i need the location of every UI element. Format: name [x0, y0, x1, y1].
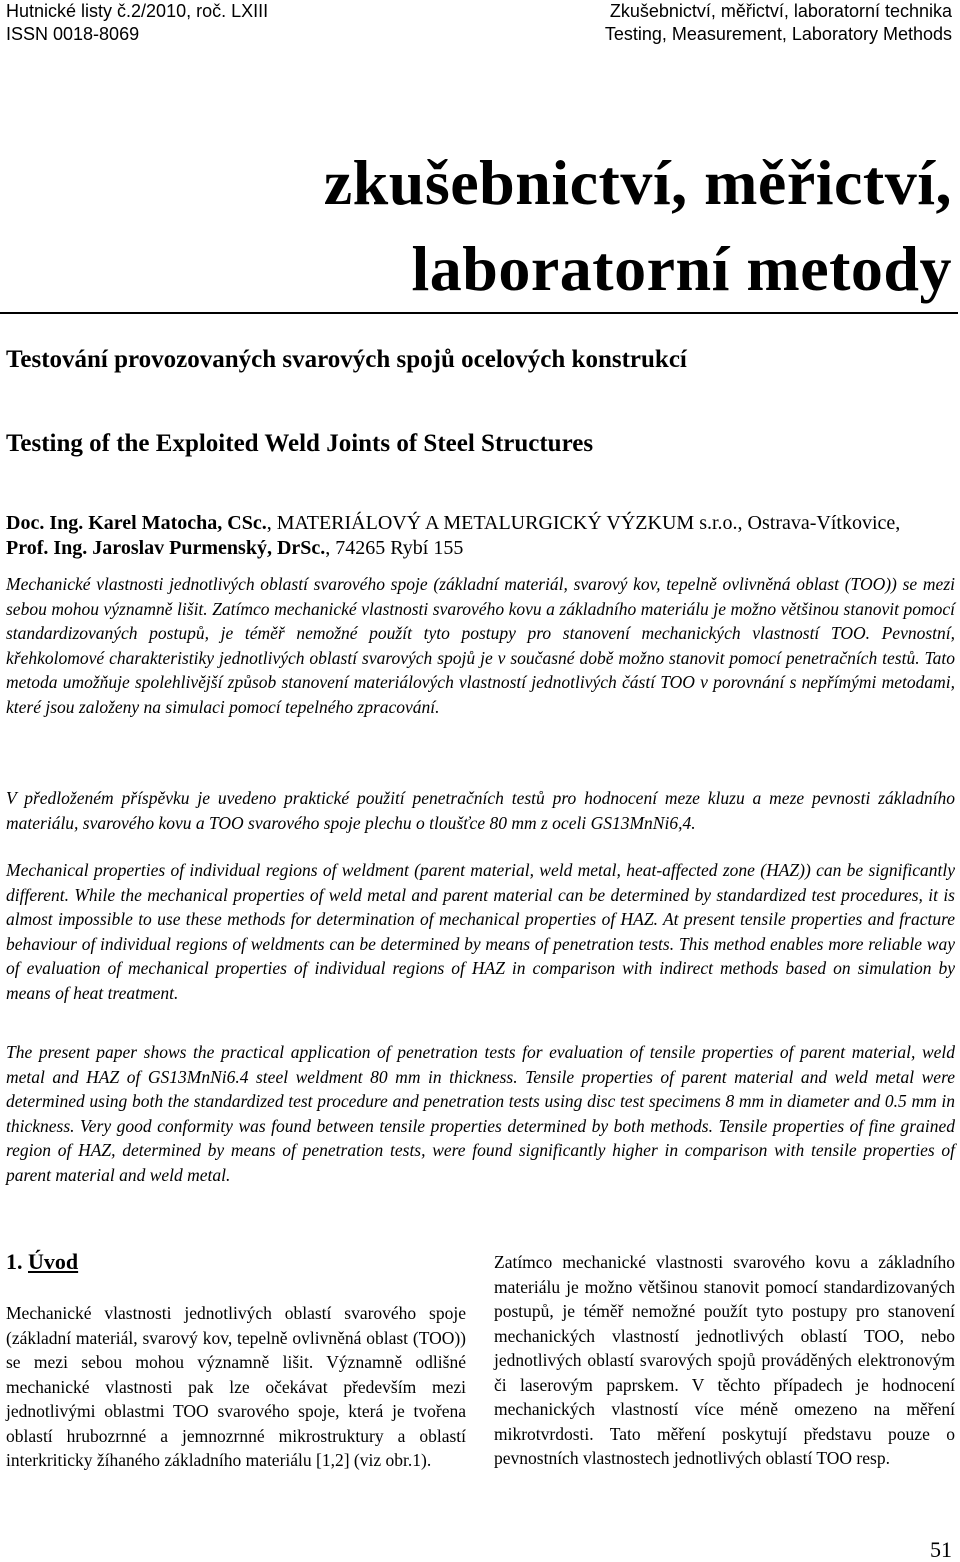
section-title-line1: zkušebnictví, měřictví,: [323, 147, 952, 218]
author-1-affiliation: , MATERIÁLOVÝ A METALURGICKÝ VÝZKUM s.r.o., Ostrava-Vítkovice,: [266, 512, 901, 534]
intro-heading-number: 1.: [6, 1249, 23, 1274]
article-title-cz: Testování provozovaných svarových spojů ocelových konstrukcí: [6, 346, 687, 373]
author-2-affiliation: , 74265 Rybí 155: [325, 537, 464, 559]
intro-right-column: Zatímco mechanické vlastnosti svarového kovu a základního materiálu je možno většinou stanovit pomocí standardizovaných postupů, je téměř nemožné použít tyto postupy pro stanovení mechanických vlastností jednotlivých oblastí TOO, nebo jednotlivých oblastí svarových spojů prováděných elektronovým či laserovým paprskem. V těchto případech je hodnocení mechanických vlastností více méně omezeno na měření mikrotvrdosti. Tato měření poskytují představu pouze o pevnostních vlastnostech jednotlivých oblastí TOO resp.: [494, 1252, 955, 1468]
abstract-en-paragraph-1: Mechanical properties of individual regions of weldment (parent material, weld metal, heat-affected zone (HAZ)) can be significantly different. While the mechanical properties of weld metal and parent material can be determined by standardized test procedures, it is almost impossible to use these methods for determination of mechanical properties of HAZ. At present tensile properties and fracture behaviour of individual regions of weldments can be determined by means of penetration tests. This method enables more reliable way of evaluation of mechanical properties of individual regions of HAZ in comparison with indirect methods based on simulation by means of heat treatment.: [6, 860, 955, 1003]
section-header-cz: Zkušebnictví, měřictví, laboratorní technika: [609, 1, 952, 21]
abstract-cz-paragraph-1: Mechanické vlastnosti jednotlivých oblastí svarového spoje (základní materiál, svarový kov, tepelně ovlivněná oblast (TOO)) se mezi sebou mohou významně lišit. Zatímco mechanické vlastnosti svarového kovu a základního materiálu je možno většinou stanovit pomocí standardizovaných postupů, je téměř nemožné použít tyto postupy pro stanovení mechanických vlastností TOO. Pevnostní, křehkolomové charakteristiky jednotlivých oblastí svarových spojů je v současné době možno stanovit pomocí penetračních testů. Tato metoda umožňuje spolehlivější způsob stanovení materiálových vlastností jednotlivých částí TOO v porovnání s nepřímými metodami, které jsou založeny na simulaci pomocí tepelného zpracování.: [6, 574, 955, 717]
journal-issue: Hutnické listy č.2/2010, roč. LXIII: [6, 1, 269, 21]
intro-heading-title: Úvod: [28, 1249, 79, 1274]
article-title-en: Testing of the Exploited Weld Joints of Steel Structures: [6, 430, 594, 457]
journal-header: [6, 0, 268, 46]
section-title-line2: laboratorní metody: [411, 233, 952, 304]
journal-issn: ISSN 0018-8069: [6, 24, 140, 44]
title-divider: [0, 312, 958, 314]
section-title: [12, 140, 952, 312]
author-1-name: Doc. Ing. Karel Matocha, CSc.: [6, 512, 267, 534]
authors-block: [6, 511, 956, 561]
author-2-name: Prof. Ing. Jaroslav Purmenský, DrSc.: [6, 537, 326, 559]
section-header-en: Testing, Measurement, Laboratory Methods: [604, 24, 952, 44]
abstract-cz-paragraph-2: V předloženém příspěvku je uvedeno praktické použití penetračních testů pro hodnocení meze kluzu a meze pevnosti základního materiálu, svarového kovu a TOO svarového spoje plechu o tloušťce 80 mm z oceli GS13MnNi6,4.: [6, 788, 955, 833]
section-header: [605, 0, 952, 46]
abstract-en-paragraph-2: The present paper shows the practical application of penetration tests for evaluation of tensile properties of parent material, weld metal and HAZ of GS13MnNi6.4 steel weldment 80 mm in thickness. Tensile properties of parent material and weld metal were determined using both the standardized test procedure and penetration tests using disc test specimens 8 mm in diameter and 0.5 mm in thickness. Very good conformity was found between tensile properties determined by both methods. Tensile properties of fine grained region of HAZ, determined by means of penetration tests, were found significantly higher in comparison with tensile properties of parent material and weld metal.: [6, 1042, 955, 1185]
page-number: 51: [930, 1537, 952, 1562]
intro-left-column: Mechanické vlastnosti jednotlivých oblastí svarového spoje (základní materiál, svarový kov, tepelně ovlivněná oblast (TOO)) se mezi sebou mohou významně lišit. Významně odlišné mechanické vlastnosti pak lze očekávat především mezi jednotlivými oblastmi TOO svarového spoje, která je tvořena oblastí hrubozrnné a jemnozrnné mikrostruktury a oblastí interkriticky žíhaného základního materiálu [1,2] (viz obr.1).: [6, 1303, 466, 1470]
intro-heading: [6, 1248, 78, 1276]
author-2: [6, 536, 956, 561]
author-1: [6, 511, 956, 536]
